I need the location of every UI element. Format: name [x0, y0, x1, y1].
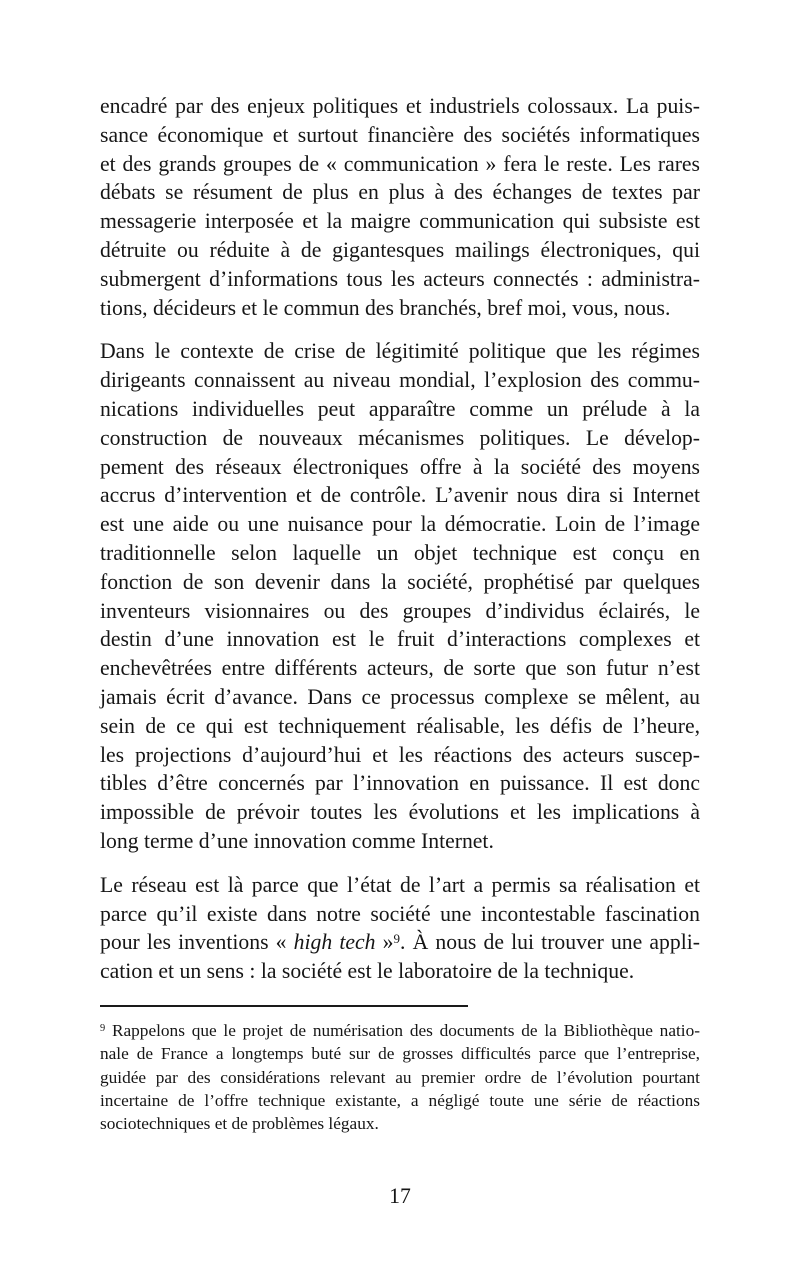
text-line: inventeurs visionnaires ou des groupes d’individus éclairés, le [100, 598, 700, 623]
text-line: jamais écrit d’avance. Dans ce processus complexe se mêlent, au [100, 684, 700, 709]
text-line: guidée par des considérations relevant au premier ordre de l’évolution pourtant [100, 1067, 700, 1087]
text-line: tions, décideurs et le commun des branchés, bref moi, vous, nous. [100, 295, 671, 320]
text-line: traditionnelle selon laquelle un objet technique est conçu en [100, 540, 700, 565]
text-line: détruite ou réduite à de gigantesques mailings électroniques, qui [100, 237, 700, 262]
text-line: tibles d’être concernés par l’innovation en puissance. Il est donc [100, 771, 700, 796]
text-line: fonction de son devenir dans la société, prophétisé par quelques [100, 569, 700, 594]
text-line: les projections d’aujourd’hui et les réactions des acteurs suscep- [100, 742, 700, 767]
text-line: messagerie interposée et la maigre communication qui subsiste est [100, 209, 700, 234]
text-line: et des grands groupes de « communication » fera le reste. Les rares [100, 151, 700, 176]
footnote-reference: 9 [393, 931, 400, 947]
text-line: impossible de prévoir toutes les évolutions et les implications à [100, 800, 700, 825]
text-line: Dans le contexte de crise de légitimité politique que les régimes [100, 339, 700, 364]
text-line: sociotechniques et de problèmes légaux. [100, 1114, 379, 1134]
text-line: accrus d’intervention et de contrôle. L’avenir nous dira si Internet [100, 483, 700, 508]
paragraph [100, 871, 700, 986]
text-line: pement des réseaux électroniques offre à la société des moyens [100, 454, 700, 479]
text-line: incertaine de l’offre technique existante, a négligé toute une série de réactions [100, 1090, 700, 1110]
text-line: débats se résument de plus en plus à des échanges de textes par [100, 180, 700, 205]
text-line: Le réseau est là parce que l’état de l’art a permis sa réalisation et [100, 872, 700, 897]
text-line: est une aide ou une nuisance pour la démocratie. Loin de l’image [100, 512, 700, 537]
italic-phrase: high tech [293, 930, 376, 955]
paragraph [100, 337, 700, 855]
text-line: destin d’une innovation est le fruit d’interactions complexes et [100, 627, 700, 652]
text-line: $^9$ Rappelons que le projet de numérisation des documents de la Bibliothèque natio- [100, 1020, 700, 1040]
page-body [100, 0, 700, 1211]
text-line: parce qu’il existe dans notre société une incontestable fascination [100, 901, 700, 926]
text-line: pour les inventions « high tech »$^9$. À nous de lui trouver une appli- [100, 930, 700, 955]
text-line: submergent d’informations tous les acteurs connectés : administra- [100, 266, 700, 291]
paragraph [100, 92, 700, 322]
text-line: cation et un sens : la société est le laboratoire de la technique. [100, 959, 635, 984]
page-number: 17 [389, 1184, 411, 1209]
text-line: sance économique et surtout financière des sociétés informatiques [100, 122, 700, 147]
text-line: enchevêtrées entre différents acteurs, de sorte que son futur n’est [100, 656, 700, 681]
text-line: nications individuelles peut apparaître comme un prélude à la [100, 396, 700, 421]
text-line: long terme d’une innovation comme Internet. [100, 828, 494, 853]
footnote-reference: 9 [100, 1023, 106, 1035]
footnote-separator-rule [100, 1005, 468, 1007]
footnote [100, 1019, 700, 1135]
body-paragraphs [100, 92, 700, 986]
text-line: nale de France a longtemps buté sur de grosses difficultés parce que l’entreprise, [100, 1044, 700, 1064]
text-line: dirigeants connaissent au niveau mondial, l’explosion des commu- [100, 368, 700, 393]
text-line: construction de nouveaux mécanismes politiques. Le dévelop- [100, 425, 700, 450]
text-line: sein de ce qui est techniquement réalisable, les défis de l’heure, [100, 713, 700, 738]
text-line: encadré par des enjeux politiques et industriels colossaux. La puis- [100, 94, 700, 118]
